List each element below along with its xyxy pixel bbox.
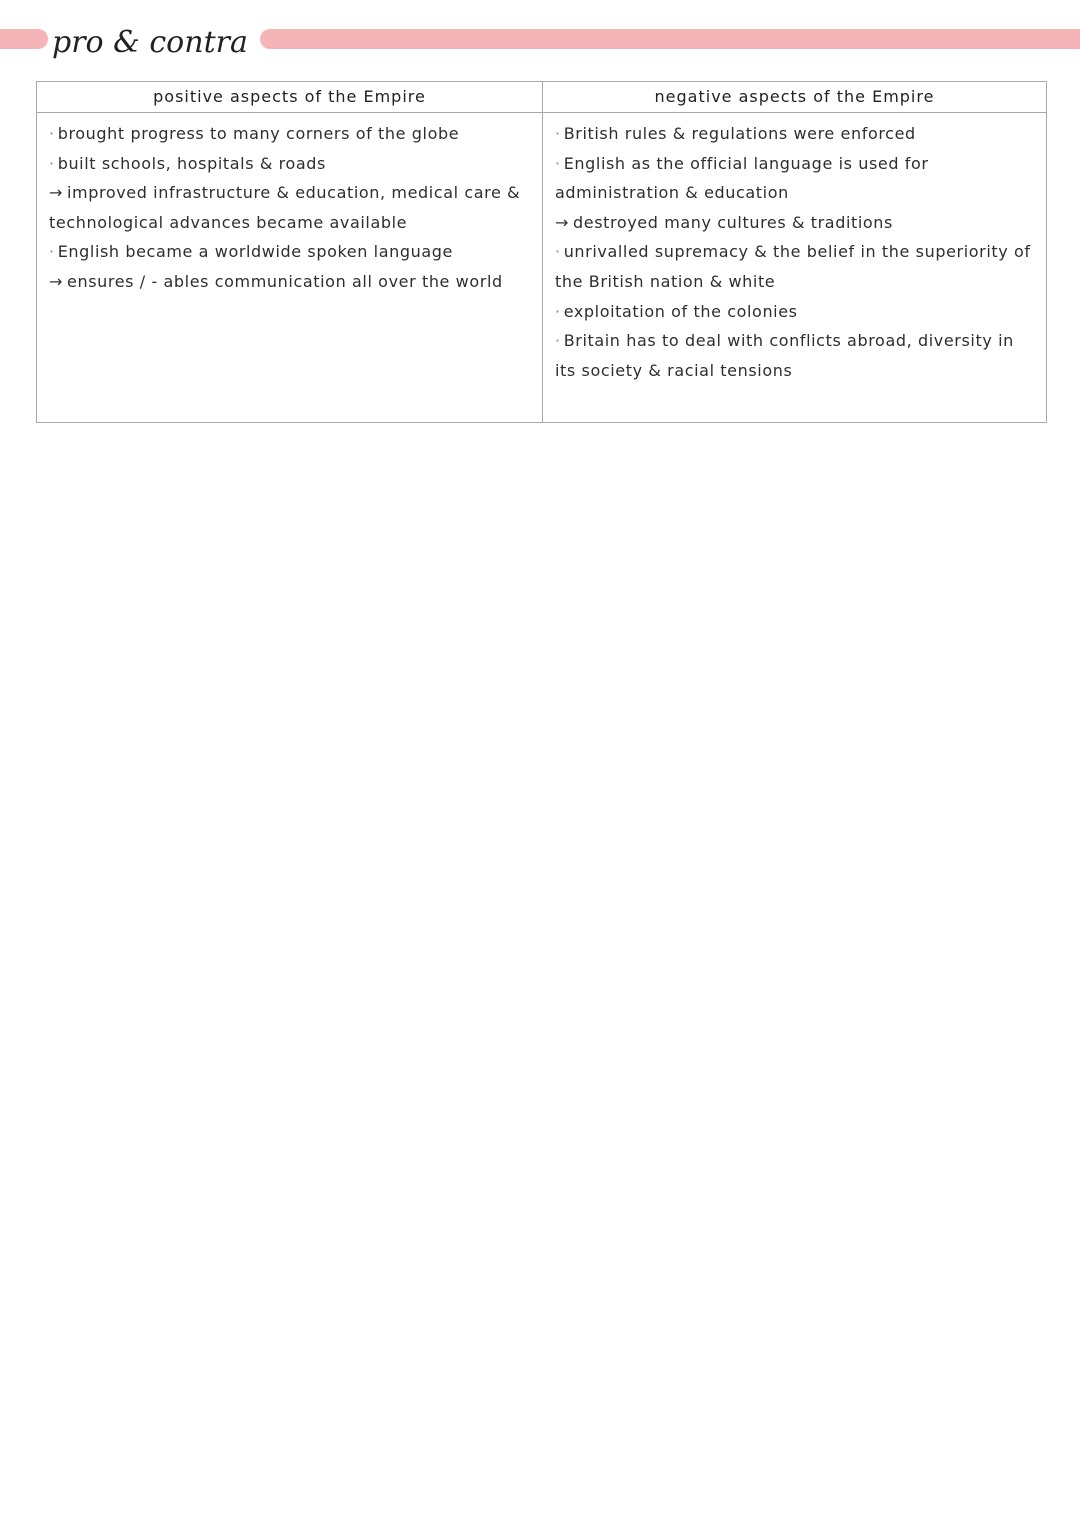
- list-item: · built schools, hospitals & roads: [49, 153, 326, 173]
- list-item: → destroyed many cultures & traditions: [555, 212, 893, 232]
- list-item: → improved infrastructure & education, medical care & technological advances became available: [49, 183, 521, 232]
- negative-list: [543, 113, 1046, 385]
- list-item: · unrivalled supremacy & the belief in the superiority of the British nation & white: [555, 242, 1031, 291]
- title-highlight-stripe: [0, 25, 1080, 60]
- list-item: · exploitation of the colonies: [555, 301, 798, 321]
- list-item: · brought progress to many corners of the globe: [49, 124, 460, 143]
- list-item: → ensures / - ables communication all over the world: [49, 271, 503, 291]
- list-item: · Britain has to deal with conflicts abroad, diversity in its society & racial tensions: [555, 331, 1014, 380]
- pro-contra-table: [36, 81, 1047, 423]
- negative-column: [543, 82, 1046, 422]
- negative-header: negative aspects of the Empire: [543, 82, 1046, 113]
- list-item: · British rules & regulations were enforced: [555, 124, 916, 143]
- positive-list: [37, 113, 542, 297]
- list-item: · English as the official language is used for administration & education: [555, 153, 929, 203]
- positive-column: [37, 82, 543, 422]
- page-title: pro & contra: [52, 25, 248, 60]
- list-item: · English became a worldwide spoken language: [49, 242, 453, 262]
- positive-header: positive aspects of the Empire: [37, 82, 542, 113]
- highlight-left: [0, 29, 48, 49]
- highlight-right: [260, 29, 1080, 49]
